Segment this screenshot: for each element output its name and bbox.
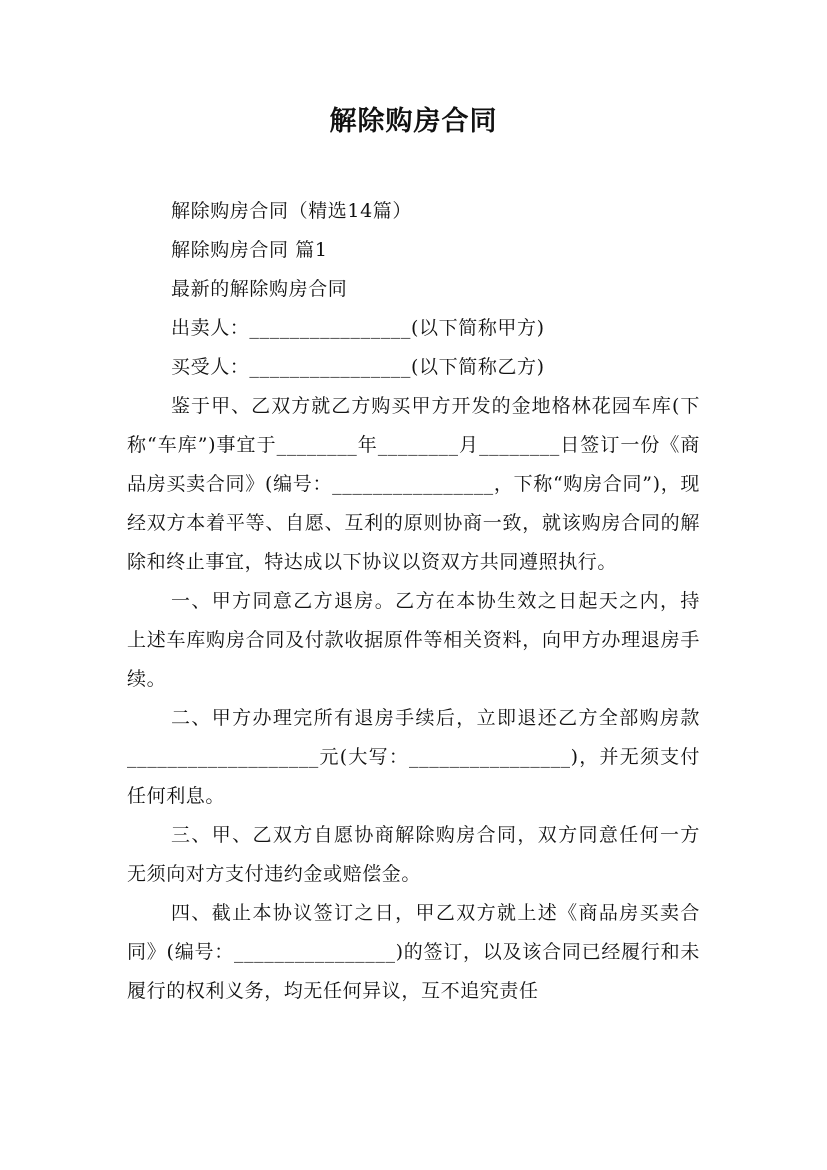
clause-4-paragraph: 四、截止本协议签订之日，甲乙双方就上述《商品房买卖合同》(编号：________________)的签订，以及该合同已经履行和未履行的权利义务，均无任何异议，互不追究责任: [127, 902, 700, 1002]
clause-3-paragraph: 三、甲、乙双方自愿协商解除购房合同，双方同意任何一方无须向对方支付违约金或赔偿金。: [127, 824, 700, 885]
buyer-line: 买受人：________________(以下简称乙方): [171, 356, 545, 378]
subtitle-line: 解除购房合同（精选14篇）: [171, 200, 412, 222]
seller-line: 出卖人：________________(以下简称甲方): [171, 317, 545, 339]
document-title: 解除购房合同: [329, 106, 498, 137]
document-body: [127, 192, 700, 1011]
preamble-paragraph: 鉴于甲、乙双方就乙方购买甲方开发的金地格林花园车库(下称“车库”)事宜于________年________月________日签订一份《商品房买卖合同》(编号：________________，下称“购房合同”)，现经双方本着平等、自愿、互利的原则协商一致，就该购房合同的解除和终止事宜，特达成以下协议以资双方共同遵照执行。: [127, 395, 700, 573]
contract-heading: 最新的解除购房合同: [171, 278, 348, 300]
clause-1-paragraph: 一、甲方同意乙方退房。乙方在本协生效之日起天之内，持上述车库购房合同及付款收据原件等相关资料，向甲方办理退房手续。: [127, 590, 700, 690]
clause-2-paragraph: 二、甲方办理完所有退房手续后，立即退还乙方全部购房款___________________元(大写：________________)，并无须支付任何利息。: [127, 707, 700, 807]
section-heading: 解除购房合同 篇1: [171, 239, 328, 261]
